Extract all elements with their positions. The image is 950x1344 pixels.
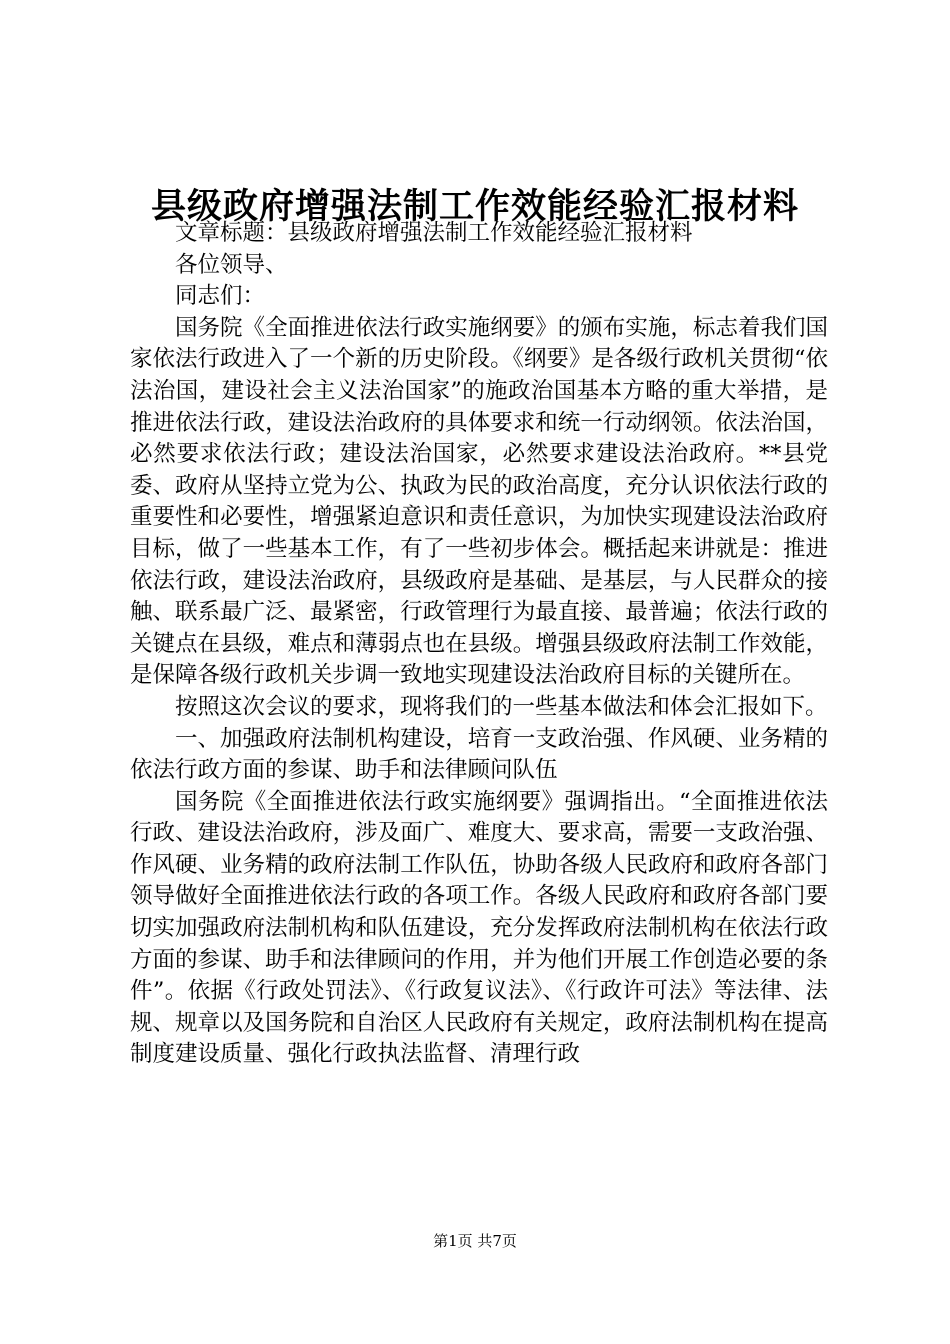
paragraph-section-1: 国务院《全面推进依法行政实施纲要》强调指出。“全面推进依法行政、建设法治政府，涉及面广、难度大、要求高，需要一支政治强、作风硬、业务精的政府法制工作队伍，协助各级人民政府和政府各部门领导做好全面推进依法行政的各项工作。各级人民政府和政府各部门要切实加强政府法制机构和队伍建设，充分发挥政府法制机构在依法行政方面的参谋、助手和法律顾问的作用，并为他们开展工作创造必要的条件”。依据《行政处罚法》、《行政复议法》、《行政许可法》等法律、法规、规章以及国务院和自治区人民政府有关规定，政府法制机构在提高制度建设质量、强化行政执法监督、清理行政 (130, 788, 828, 1068)
paragraph-intro: 国务院《全面推进依法行政实施纲要》的颁布实施，标志着我们国家依法行政进入了一个新的历史阶段。《纲要》是各级行政机关贯彻“依法治国，建设社会主义法治国家”的施政治国基本方略的重大举措，是推进依法行政，建设法治政府的具体要求和统一行动纲领。依法治国，必然要求依法行政；建设法治国家，必然要求建设法治政府。**县党委、政府从坚持立党为公、执政为民的政治高度，充分认识依法行政的重要性和必要性，增强紧迫意识和责任意识，为加快实现建设法治政府目标，做了一些基本工作，有了一些初步体会。概括起来讲就是：推进依法行政，建设法治政府，县级政府是基础、是基层，与人民群众的接触、联系最广泛、最紧密，行政管理行为最直接、最普遍；依法行政的关键点在县级，难点和薄弱点也在县级。增强县级政府法制工作效能，是保障各级行政机关步调一致地实现建设法治政府目标的关键所在。 (130, 314, 828, 689)
salutation-comrades: 同志们： (175, 283, 266, 310)
salutation-leaders: 各位领导、 (175, 251, 288, 278)
document-title: 县级政府增强法制工作效能经验汇报材料 (150, 187, 799, 227)
paragraph-report-notice: 按照这次会议的要求，现将我们的一些基本做法和体会汇报如下。 (175, 693, 828, 720)
document-body (130, 218, 828, 1071)
section-heading-1: 一、加强政府法制机构建设，培育一支政治强、作风硬、业务精的依法行政方面的参谋、助手和法律顾问队伍 (130, 725, 828, 784)
article-title-line: 文章标题：县级政府增强法制工作效能经验汇报材料 (175, 220, 693, 246)
page-number-footer: 第1页 共7页 (433, 1232, 517, 1250)
